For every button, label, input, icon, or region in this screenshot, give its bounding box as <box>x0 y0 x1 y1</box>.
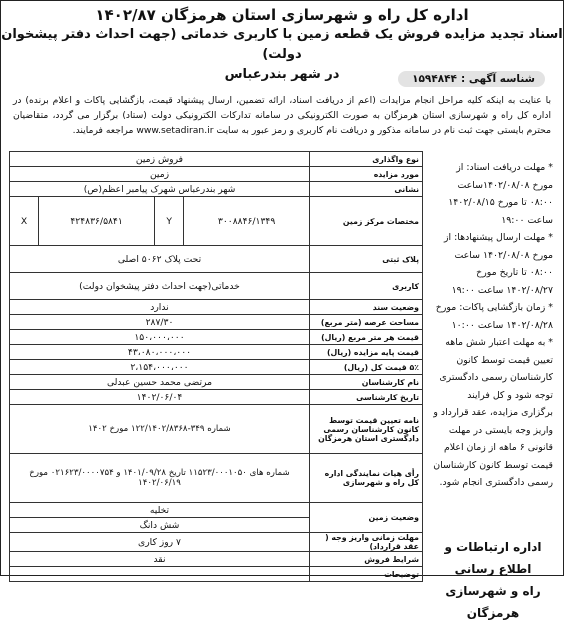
table-row <box>10 405 423 454</box>
row-label: قیمت هر متر مربع (ریال) <box>310 330 423 345</box>
row-label: رأی هیات نمایندگی اداره کل راه و شهرسازی <box>310 454 423 503</box>
y-value: ۳۰۰۸۸۴۶/۱۳۴۹ <box>184 197 310 246</box>
deadline-opening: * زمان بازگشایی پاکات: مورخ ۱۴۰۲/۰۸/۲۸ ساعت ۱۰:۰۰ <box>435 302 553 331</box>
x-value: ۴۲۴۸۳۶/۵۸۴۱ <box>39 197 155 246</box>
table-row <box>10 552 423 567</box>
row-label: نشانی <box>310 182 423 197</box>
table-row <box>10 345 423 360</box>
row-label: مورد مزایده <box>310 167 423 182</box>
deadline-proposals: * مهلت ارسال پیشنهادها: از مورخ ۱۴۰۲/۰۸/۰۸ ساعت ۰۸:۰۰ تا تاریخ مورخ ۱۴۰۲/۰۸/۲۷ ساعت ۱۹:۰۰ <box>444 232 553 296</box>
row-value: خدماتی(جهت احداث دفتر پیشخوان دولت) <box>10 273 310 300</box>
row-value: مرتضی محمد حسین عبدلی <box>10 375 310 390</box>
ad-location: در شهر بندرعباس <box>224 67 340 82</box>
row-value: شهر بندرعباس شهرک پیامبر اعظم(ص) <box>10 182 310 197</box>
table-row <box>10 197 423 246</box>
row-value: ۷ روز کاری <box>10 533 310 552</box>
row-value: شماره ۳۴۹-۱۲۲/۱۴۰۲/۸۳۶۸ مورخ ۱۴۰۲ <box>10 405 310 454</box>
table-row <box>10 454 423 503</box>
row-value: ۲۸۷/۳۰ <box>10 315 310 330</box>
table-row <box>10 152 423 167</box>
table-row <box>10 246 423 273</box>
row-value: ۱۴۰۲/۰۶/۰۴ <box>10 390 310 405</box>
table-row <box>10 567 423 582</box>
row-value: ۱۵۰،۰۰۰،۰۰۰ <box>10 330 310 345</box>
row-label: کاربری <box>310 273 423 300</box>
notice-id-label: شناسه آگهی : <box>460 73 535 85</box>
x-label: X <box>10 197 39 246</box>
row-value: ندارد <box>10 300 310 315</box>
row-label: نامه تعیین قیمت توسط کانون کارشناسان رسمی دادگستری استان هرمزگان <box>310 405 423 454</box>
issuer-line-2: راه و شهرسازی هرمزگان <box>445 583 541 620</box>
row-label: نام کارشناسان <box>310 375 423 390</box>
table-row <box>10 330 423 345</box>
row-value: ۲،۱۵۴،۰۰۰،۰۰۰ <box>10 360 310 375</box>
row-label: مهلت زمانی واریز وجه ( عقد قرارداد) <box>310 533 423 552</box>
ad-subtitle: اسناد تجدید مزایده فروش یک قطعه زمین با کاربری خدماتی (جهت احداث دفتر پیشخوان دولت) <box>1 27 563 62</box>
row-label: ۵٪ قیمت کل (ریال) <box>310 360 423 375</box>
deadline-documents: * مهلت دریافت اسناد: از مورخ ۱۴۰۲/۰۸/۰۸ساعت ۰۸:۰۰ تا مورخ ۱۴۰۲/۰۸/۱۵ ساعت ۱۹:۰۰ <box>448 162 553 226</box>
issuer-footer <box>433 536 553 624</box>
issuer-line-1: اداره ارتباطات و اطلاع رسانی <box>444 539 542 576</box>
ad-title: اداره کل راه و شهرسازی استان هرمزگان ۱۴۰۲/۸۷ <box>95 6 469 24</box>
table-row <box>10 503 423 518</box>
row-value: تحت پلاک ۵۰۶۲ اصلی <box>10 246 310 273</box>
deadlines-column <box>433 159 553 624</box>
row-label: قیمت پایه مزایده (ریال) <box>310 345 423 360</box>
auction-details-table <box>9 151 423 582</box>
row-value: ۴۳،۰۸۰،۰۰۰،۰۰۰ <box>10 345 310 360</box>
table-row <box>10 315 423 330</box>
table-row <box>10 360 423 375</box>
notice-id-number: ۱۵۹۴۸۴۴ <box>412 73 457 85</box>
row-label: شرایط فروش <box>310 552 423 567</box>
row-label: وضعیت زمین <box>310 503 423 533</box>
row-label: نوع واگذاری <box>310 152 423 167</box>
row-label: مختصات مرکز زمین <box>310 197 423 246</box>
validity-note: * به مهلت اعتبار شش ماهه تعیین قیمت توسط کانون کارشناسان رسمی دادگستری توجه شود و کل فرایند برگزاری مزایده، عقد قرارداد و واریز وجه بایستی در مهلت قانونی ۶ ماهه از زمان اعلام قیمت توسط کانون کارشناسان رسمی دادگستری انجام شود. <box>433 337 553 488</box>
row-value: زمین <box>10 167 310 182</box>
intro-paragraph: با عنایت به اینکه کلیه مراحل انجام مزایدات (اعم از دریافت اسناد، ارائه تضمین، ارسال پیشنهاد قیمت، بازگشایی پاکات و اعلام برنده) در اداره کل راه و شهرسازی استان هرمزگان به صورت الکترونیکی در سامانه تدارکات الکترونیکی دولت (ستاد) برگزار می گردد، متقاضیان محترم بایستی جهت ثبت نام در سامانه مذکور و دریافت نام کاربری و رمز عبور به سایت www.setadiran.ir مراجعه فرمایند. <box>13 95 551 136</box>
table-row <box>10 182 423 197</box>
table-row <box>10 390 423 405</box>
notice-id-badge <box>398 71 545 87</box>
row-label: تاریخ کارشناسی <box>310 390 423 405</box>
row-value: نقد <box>10 552 310 567</box>
table-row <box>10 300 423 315</box>
table-row <box>10 533 423 552</box>
table-row <box>10 273 423 300</box>
table-row <box>10 167 423 182</box>
row-value <box>10 567 310 582</box>
row-label: پلاک ثبتی <box>310 246 423 273</box>
row-value: شماره های ۱۱۵۲۳/۰۰۰۱۰۵۰ تاریخ ۱۴۰۱/۰۹/۲۸ و ۰۲۱۶۲۳/۰۰۰۰۷۵۴ مورخ ۱۴۰۲/۰۶/۱۹ <box>10 454 310 503</box>
row-value: تخلیه <box>10 503 310 518</box>
row-label: وضعیت سند <box>310 300 423 315</box>
row-value: فروش زمین <box>10 152 310 167</box>
y-label: Y <box>155 197 184 246</box>
row-label: مساحت عرصه (متر مربع) <box>310 315 423 330</box>
row-label: توضیحات <box>310 567 423 582</box>
row-value: شش دانگ <box>10 518 310 533</box>
table-row <box>10 375 423 390</box>
